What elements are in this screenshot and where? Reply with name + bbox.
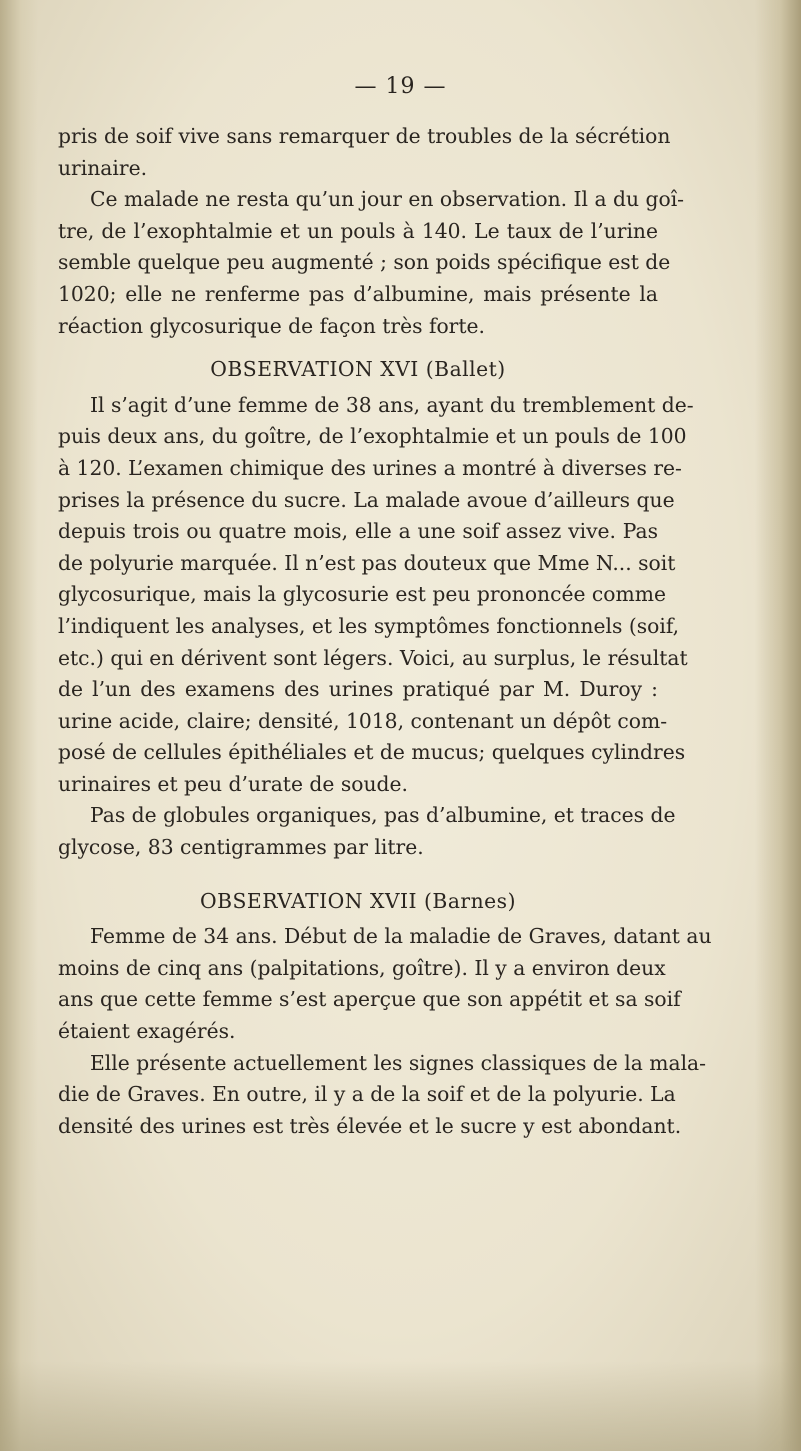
text-line: Elle présente actuellement les signes classiques de la mala- — [90, 1050, 707, 1075]
text-line: tre, de l’exophtalmie et un pouls à 140. Le taux de l’urine — [58, 218, 658, 243]
observation-heading: OBSERVATION XVI (Ballet) — [210, 357, 506, 382]
text-line: Ce malade ne resta qu’un jour en observation. Il a du goî- — [90, 187, 685, 212]
text-line: 1020; elle ne renferme pas d’albumine, mais présente la — [58, 281, 658, 306]
text-line: semble quelque peu augmenté ; son poids spécifique est de — [58, 250, 671, 275]
text-line: prises la présence du sucre. La malade avoue d’ailleurs que — [58, 487, 675, 512]
text-line: Il s’agit d’une femme de 38 ans, ayant du tremblement de- — [90, 392, 694, 417]
page-edge-shadow-right — [755, 0, 801, 1451]
text-line: à 120. L’examen chimique des urines a montré à diverses re- — [58, 455, 682, 480]
text-line: puis deux ans, du goître, de l’exophtalmie et un pouls de 100 — [58, 424, 687, 449]
observation-heading: OBSERVATION XVII (Barnes) — [200, 888, 516, 913]
text-line: étaient exagérés. — [58, 1019, 236, 1044]
text-line: l’indiquent les analyses, et les symptômes fonctionnels (soif, — [58, 613, 680, 638]
text-line: depuis trois ou quatre mois, elle a une soif assez vive. Pas — [58, 519, 658, 544]
text-line: densité des urines est très élevée et le sucre y est abondant. — [58, 1113, 682, 1138]
text-line: de l’un des examens des urines pratiqué par M. Duroy : — [58, 677, 658, 702]
text-line: urinaires et peu d’urate de soude. — [58, 771, 408, 796]
text-line: réaction glycosurique de façon très forte. — [58, 313, 485, 338]
text-line: Femme de 34 ans. Début de la maladie de Graves, datant au — [90, 924, 712, 949]
body-text — [58, 121, 712, 1142]
text-line: ans que cette femme s’est aperçue que son appétit et sa soif — [58, 987, 681, 1012]
text-line: de polyurie marquée. Il n’est pas douteux que Mme N... soit — [58, 550, 676, 575]
page-number: — 19 — — [354, 74, 447, 99]
text-line: glycose, 83 centigrammes par litre. — [58, 835, 424, 860]
text-line: posé de cellules épithéliales et de mucus; quelques cylindres — [58, 740, 686, 765]
text-line: die de Graves. En outre, il y a de la soif et de la polyurie. La — [58, 1082, 676, 1107]
page-edge-shadow-left — [0, 0, 38, 1451]
text-line: urinaire. — [58, 155, 148, 180]
text-line: moins de cinq ans (palpitations, goître). Il y a environ deux — [58, 955, 666, 980]
text-line: etc.) qui en dérivent sont légers. Voici, au surplus, le résultat — [58, 645, 688, 670]
page-edge-shadow-bottom — [0, 1361, 801, 1451]
text-line: glycosurique, mais la glycosurie est peu prononcée comme — [58, 582, 666, 607]
text-line: pris de soif vive sans remarquer de troubles de la sécrétion — [58, 124, 671, 148]
text-line: Pas de globules organiques, pas d’albumine, et traces de — [90, 803, 676, 828]
text-line: urine acide, claire; densité, 1018, contenant un dépôt com- — [58, 708, 668, 733]
